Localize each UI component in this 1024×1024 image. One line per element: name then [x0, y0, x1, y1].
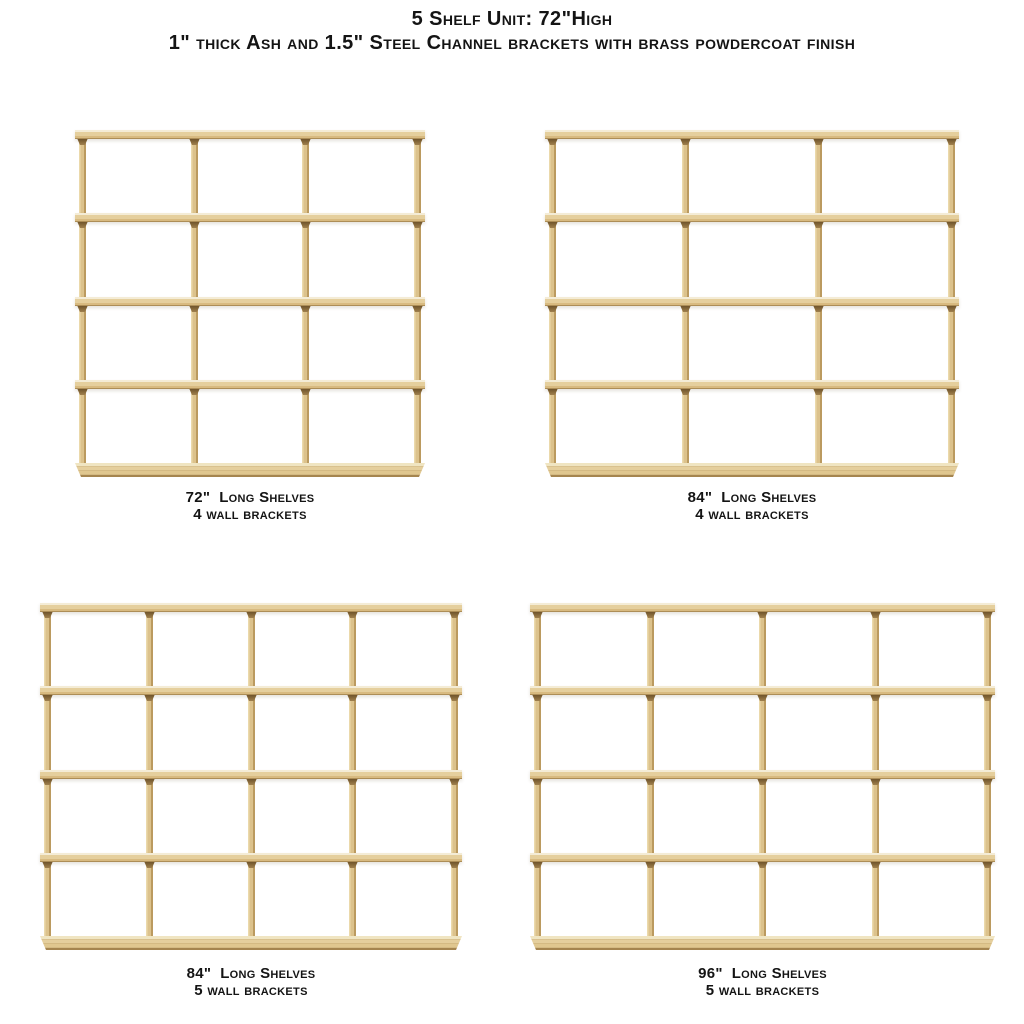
- caption-size-line: 84" Long Shelves: [687, 489, 817, 506]
- shelf-plank: [40, 770, 462, 779]
- caption-brackets-line: 4 wall brackets: [193, 506, 307, 523]
- caption-brackets-line: 4 wall brackets: [695, 506, 809, 523]
- bottom-shelf-plank: [75, 463, 425, 477]
- shelf-plank: [545, 213, 959, 222]
- shelf-unit-figure-84in-4-brackets: [545, 130, 959, 477]
- shelf-plank: [40, 853, 462, 862]
- shelf-plank: [75, 380, 425, 389]
- caption-size-line: 84" Long Shelves: [186, 965, 316, 982]
- shelf-plank: [40, 603, 462, 612]
- title-line-1: 5 Shelf Unit: 72"High: [411, 8, 613, 30]
- title-line-2: 1" thick Ash and 1.5" Steel Channel brackets with brass powdercoat finish: [168, 32, 856, 54]
- shelf-plank: [530, 686, 995, 695]
- shelf-plank: [75, 213, 425, 222]
- page-title: [0, 7, 1024, 55]
- shelf-plank: [75, 297, 425, 306]
- shelf-plank: [75, 130, 425, 139]
- shelf-unit-figure-96in-5-brackets: [530, 603, 995, 950]
- bottom-shelf-plank: [530, 936, 995, 950]
- caption-size-line: 72" Long Shelves: [185, 489, 315, 506]
- shelf-plank: [530, 770, 995, 779]
- caption-brackets-line: 5 wall brackets: [705, 982, 820, 999]
- unit-caption-84in-5br: [40, 965, 462, 999]
- shelf-plank: [40, 686, 462, 695]
- bottom-shelf-plank: [40, 936, 462, 950]
- shelf-plank: [530, 603, 995, 612]
- shelf-plank: [530, 853, 995, 862]
- unit-caption-72in: [75, 489, 425, 523]
- shelf-plank: [545, 380, 959, 389]
- shelf-unit-figure-72in-4-brackets: [75, 130, 425, 477]
- caption-brackets-line: 5 wall brackets: [194, 982, 308, 999]
- bottom-shelf-plank: [545, 463, 959, 477]
- shelf-plank: [545, 297, 959, 306]
- shelf-unit-figure-84in-5-brackets: [40, 603, 462, 950]
- unit-caption-84in-4br: [545, 489, 959, 523]
- unit-caption-96in: [530, 965, 995, 999]
- shelf-plank: [545, 130, 959, 139]
- caption-size-line: 96" Long Shelves: [698, 965, 827, 982]
